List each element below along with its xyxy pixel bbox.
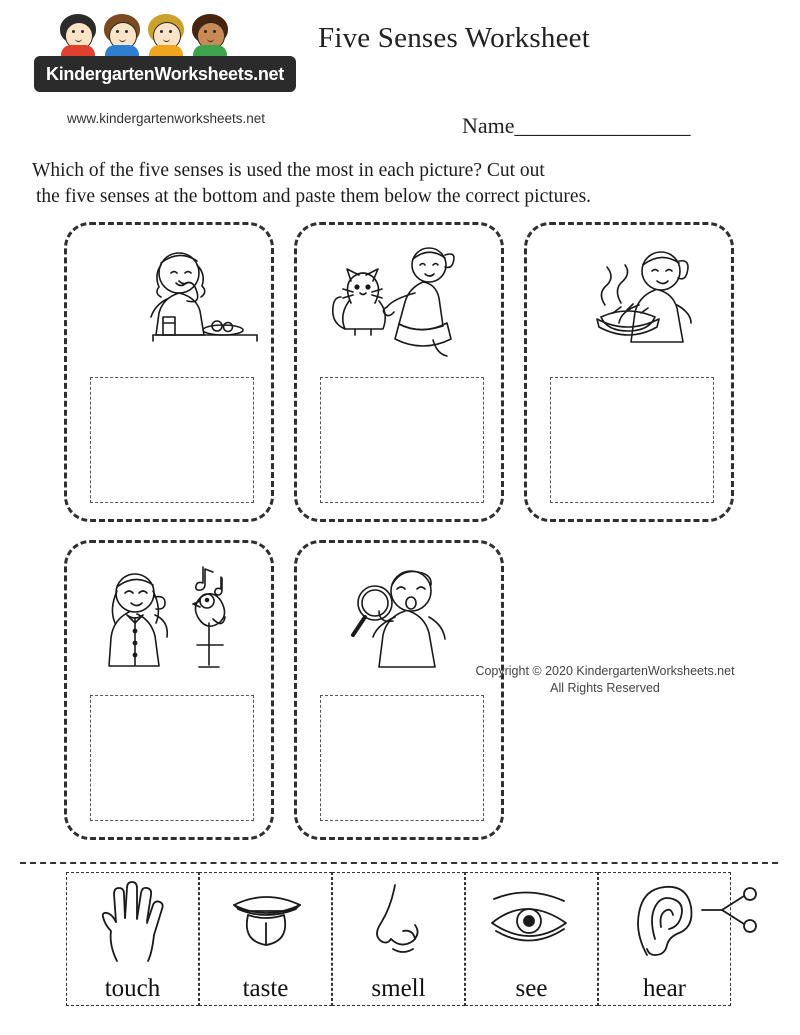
picture-card-girl-eating bbox=[64, 222, 274, 522]
sense-cards bbox=[66, 872, 686, 1008]
sense-card-see[interactable] bbox=[465, 872, 598, 1006]
sense-label: smell bbox=[371, 975, 426, 1002]
logo-kid-4-icon bbox=[190, 14, 230, 60]
logo-text: KindergartenWorksheets.net bbox=[46, 64, 284, 84]
sense-label: taste bbox=[242, 975, 289, 1002]
copyright bbox=[455, 663, 755, 697]
sense-card-smell[interactable] bbox=[332, 872, 465, 1006]
copyright-line-1: Copyright © 2020 KindergartenWorksheets.net bbox=[475, 664, 735, 678]
instructions-line-1: Which of the five senses is used the most in each picture? Cut out bbox=[32, 160, 545, 181]
sense-card-touch[interactable] bbox=[66, 872, 199, 1006]
name-field[interactable]: Name________________ bbox=[462, 113, 691, 138]
logo-kid-2-icon bbox=[102, 14, 142, 60]
answer-box[interactable] bbox=[320, 377, 484, 503]
sense-label: see bbox=[515, 975, 548, 1002]
picture-card-girl-petting-cat bbox=[294, 222, 504, 522]
answer-box[interactable] bbox=[320, 695, 484, 821]
page-title: Five Senses Worksheet bbox=[318, 22, 590, 54]
sense-card-taste[interactable] bbox=[199, 872, 332, 1006]
instructions-line-2: the five senses at the bottom and paste them below the correct pictures. bbox=[36, 186, 592, 207]
logo-kid-1-icon bbox=[58, 14, 98, 60]
site-url: www.kindergartenworksheets.net bbox=[66, 111, 266, 126]
picture-card-girl-listening-bird bbox=[64, 540, 274, 840]
picture-card-girl-smelling-pie bbox=[524, 222, 734, 522]
eye-icon bbox=[466, 879, 597, 965]
page-header bbox=[0, 0, 800, 150]
answer-box[interactable] bbox=[90, 695, 254, 821]
cut-line bbox=[20, 862, 778, 864]
instructions bbox=[32, 158, 772, 210]
girl-petting-cat-icon bbox=[305, 231, 497, 376]
site-logo bbox=[34, 14, 296, 98]
logo-kid-3-icon bbox=[146, 14, 186, 60]
nose-icon bbox=[333, 879, 464, 965]
copyright-line-2: All Rights Reserved bbox=[550, 681, 660, 695]
sense-label: hear bbox=[642, 975, 687, 1002]
answer-box[interactable] bbox=[550, 377, 714, 503]
hand-icon bbox=[67, 879, 198, 965]
answer-box[interactable] bbox=[90, 377, 254, 503]
girl-eating-at-table-icon bbox=[75, 231, 267, 376]
girl-smelling-pie-icon bbox=[535, 231, 727, 376]
scissors-icon bbox=[700, 886, 760, 936]
picture-grid bbox=[62, 222, 742, 852]
sense-label: touch bbox=[104, 975, 161, 1002]
girl-listening-to-bird-icon bbox=[75, 549, 267, 694]
logo-kids-illustration bbox=[58, 14, 248, 62]
mouth-tongue-icon bbox=[200, 879, 331, 965]
